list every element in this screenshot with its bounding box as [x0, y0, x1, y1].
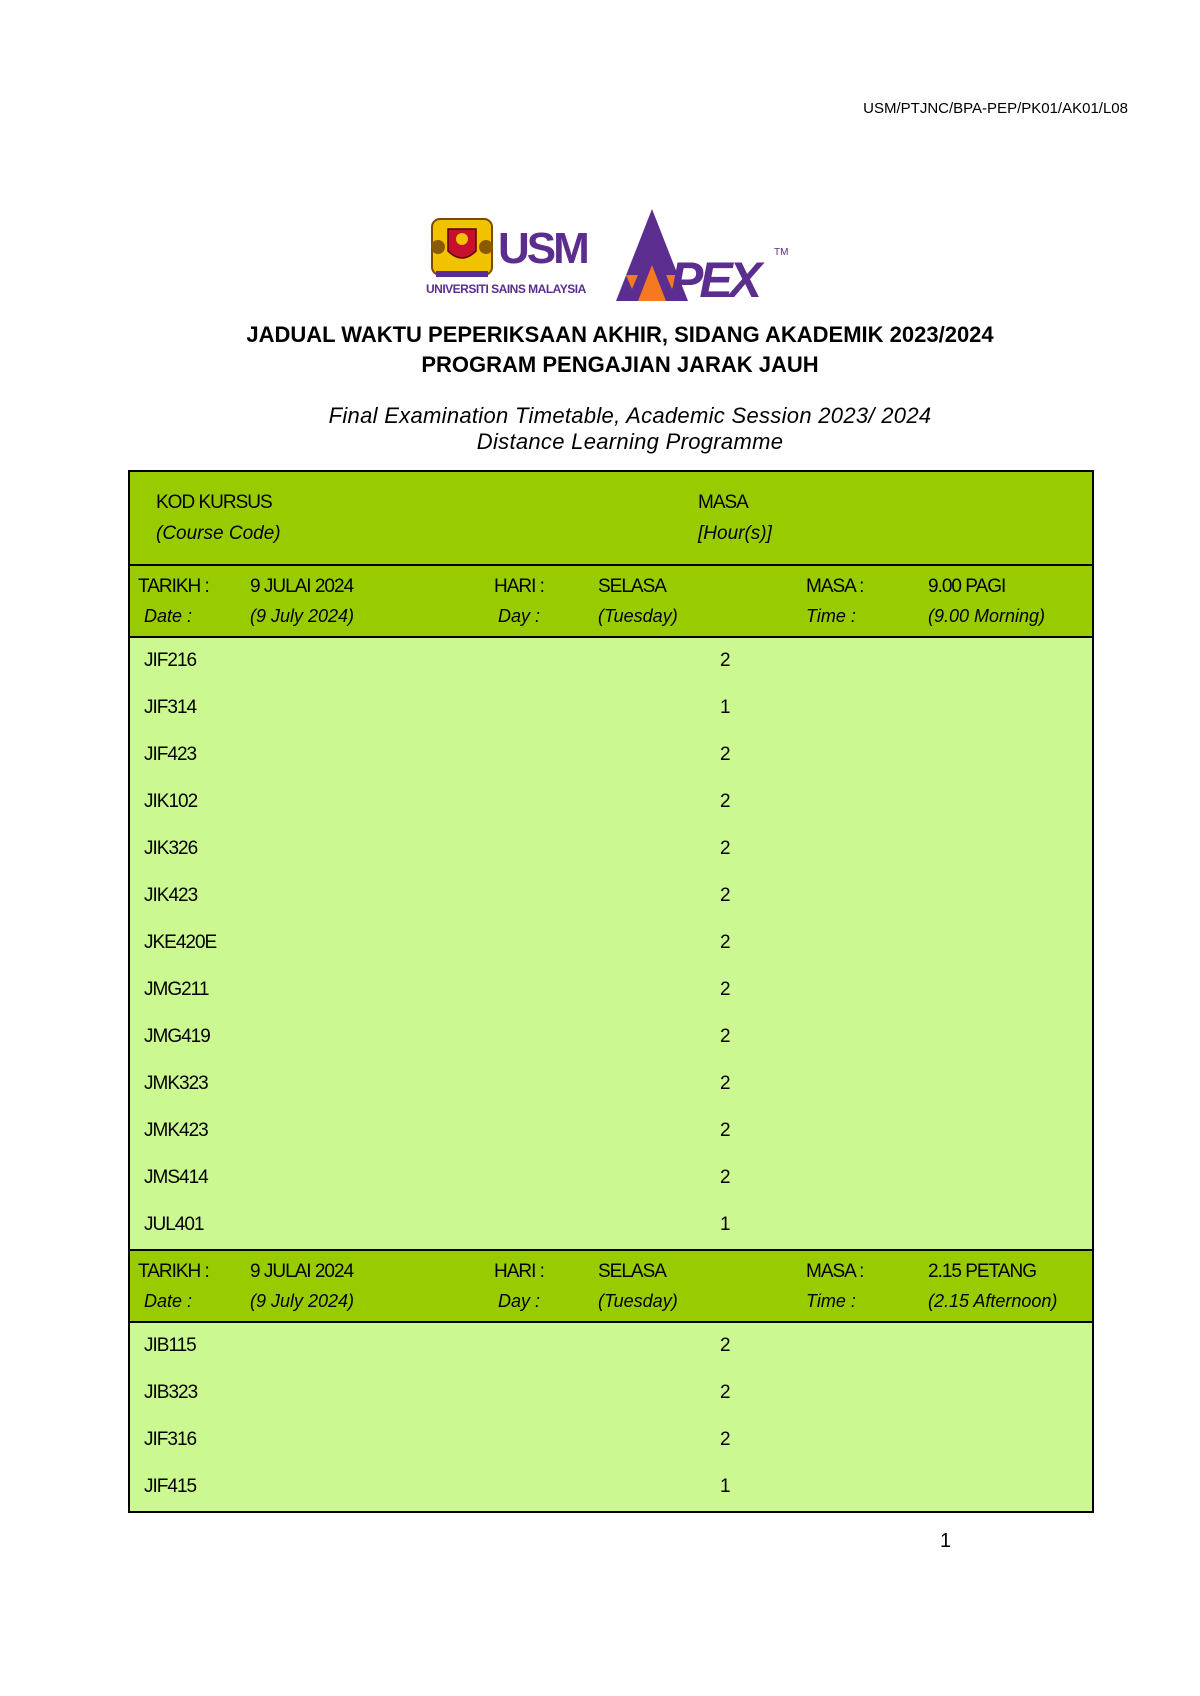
course-code: JIF216: [144, 650, 197, 671]
session-day-label-en: Day :: [498, 606, 541, 626]
session-time: 2.15 PETANG: [928, 1261, 1036, 1282]
table-row: [130, 732, 1092, 779]
table-row: [130, 1370, 1092, 1417]
course-hours: 2: [720, 838, 731, 859]
course-code: JIK423: [144, 885, 198, 906]
title-line-2: PROGRAM PENGAJIAN JARAK JAUH: [421, 352, 819, 377]
course-code: JKE420E: [144, 932, 217, 953]
course-code: JMS414: [144, 1167, 208, 1188]
course-code: JIF316: [144, 1429, 197, 1450]
session-date-label: TARIKH :: [138, 576, 209, 597]
table-row: [130, 779, 1092, 826]
session-day-en: (Tuesday): [598, 606, 678, 626]
session-day-label: HARI :: [494, 1261, 544, 1282]
subtitle-line-1: Final Examination Timetable, Academic Session 2023/ 2024: [328, 403, 932, 428]
session-date-label: TARIKH :: [138, 1261, 209, 1282]
course-hours: 2: [720, 1382, 731, 1403]
course-code: JIF415: [144, 1476, 197, 1497]
table-row: [130, 1202, 1092, 1249]
session-header: [128, 1249, 1094, 1323]
table-row: [130, 1108, 1092, 1155]
hours-header: [698, 492, 772, 545]
course-code: JIF423: [144, 744, 197, 765]
session-time-label-en: Time :: [806, 1291, 856, 1311]
session-time-en: (2.15 Afternoon): [928, 1291, 1058, 1311]
table-row: [130, 1464, 1092, 1511]
course-code-label-en: (Course Code): [156, 523, 281, 544]
session-day-en: (Tuesday): [598, 1291, 678, 1311]
course-list: [128, 638, 1094, 1249]
course-hours: 1: [720, 1214, 731, 1235]
course-list: [128, 1323, 1094, 1513]
course-hours: 2: [720, 791, 731, 812]
sessions: [128, 566, 1094, 1513]
session-time-label: MASA :: [806, 1261, 864, 1282]
course-hours: 2: [720, 932, 731, 953]
session-day: SELASA: [598, 576, 666, 597]
session-date-en: (9 July 2024): [250, 1291, 355, 1311]
course-hours: 2: [720, 1026, 731, 1047]
table-row: [130, 826, 1092, 873]
session-date-label-en: Date :: [144, 606, 193, 626]
session-time-label: MASA :: [806, 576, 864, 597]
table-row: [130, 1323, 1092, 1370]
course-code: JMK423: [144, 1120, 208, 1141]
session-time-label-en: Time :: [806, 606, 856, 626]
course-hours: 2: [720, 1429, 731, 1450]
session-date: 9 JULAI 2024: [250, 1261, 354, 1282]
course-code: JIF314: [144, 697, 197, 718]
exam-timetable: [128, 470, 1094, 1513]
table-row: [130, 967, 1092, 1014]
course-code: JMG419: [144, 1026, 210, 1047]
course-hours: 2: [720, 1335, 731, 1356]
usm-crest-icon: [431, 219, 493, 277]
session-date-en: (9 July 2024): [250, 606, 355, 626]
svg-text:UNIVERSITI SAINS MALAYSIA: UNIVERSITI SAINS MALAYSIA: [426, 282, 586, 296]
course-hours: 1: [720, 1476, 731, 1497]
table-header: [128, 470, 1094, 566]
session-day-label-en: Day :: [498, 1291, 541, 1311]
page-number: 1: [940, 1530, 952, 1552]
svg-text:USM: USM: [498, 224, 587, 273]
table-row: [130, 1061, 1092, 1108]
apex-logo: [616, 209, 788, 305]
svg-text:TM: TM: [774, 247, 789, 258]
course-hours: 2: [720, 885, 731, 906]
table-row: [130, 1417, 1092, 1464]
table-row: [130, 1155, 1092, 1202]
session-date: 9 JULAI 2024: [250, 576, 354, 597]
subtitle-line-2: Distance Learning Programme: [476, 429, 784, 454]
svg-text:PEX: PEX: [670, 252, 759, 305]
session-header: [128, 566, 1094, 638]
hours-label: MASA: [698, 492, 748, 513]
course-code: JMK323: [144, 1073, 208, 1094]
course-code: JIB115: [144, 1335, 196, 1356]
table-row: [130, 873, 1092, 920]
course-hours: 1: [720, 697, 731, 718]
course-hours: 2: [720, 1120, 731, 1141]
course-code: JIK326: [144, 838, 198, 859]
course-hours: 2: [720, 650, 731, 671]
course-code-label: KOD KURSUS: [156, 492, 272, 513]
session-time-en: (9.00 Morning): [928, 606, 1046, 626]
session-time: 9.00 PAGI: [928, 576, 1006, 597]
course-hours: 2: [720, 744, 731, 765]
course-code: JUL401: [144, 1214, 204, 1235]
session-day: SELASA: [598, 1261, 666, 1282]
title-line-1: JADUAL WAKTU PEPERIKSAAN AKHIR, SIDANG AKADEMIK 2023/2024: [246, 322, 994, 347]
course-code: JIB323: [144, 1382, 198, 1403]
session-day-label: HARI :: [494, 576, 544, 597]
session-date-label-en: Date :: [144, 1291, 193, 1311]
course-code: JIK102: [144, 791, 198, 812]
document-reference: USM/PTJNC/BPA-PEP/PK01/AK01/L08: [863, 100, 1128, 117]
hours-label-en: [Hour(s)]: [698, 523, 772, 544]
table-row: [130, 1014, 1092, 1061]
course-hours: 2: [720, 1167, 731, 1188]
course-code: JMG211: [144, 979, 209, 1000]
university-logos: [426, 205, 806, 305]
table-row: [130, 920, 1092, 967]
course-hours: 2: [720, 1073, 731, 1094]
table-row: [130, 638, 1092, 685]
course-hours: 2: [720, 979, 731, 1000]
table-row: [130, 685, 1092, 732]
course-code-header: [156, 492, 281, 545]
